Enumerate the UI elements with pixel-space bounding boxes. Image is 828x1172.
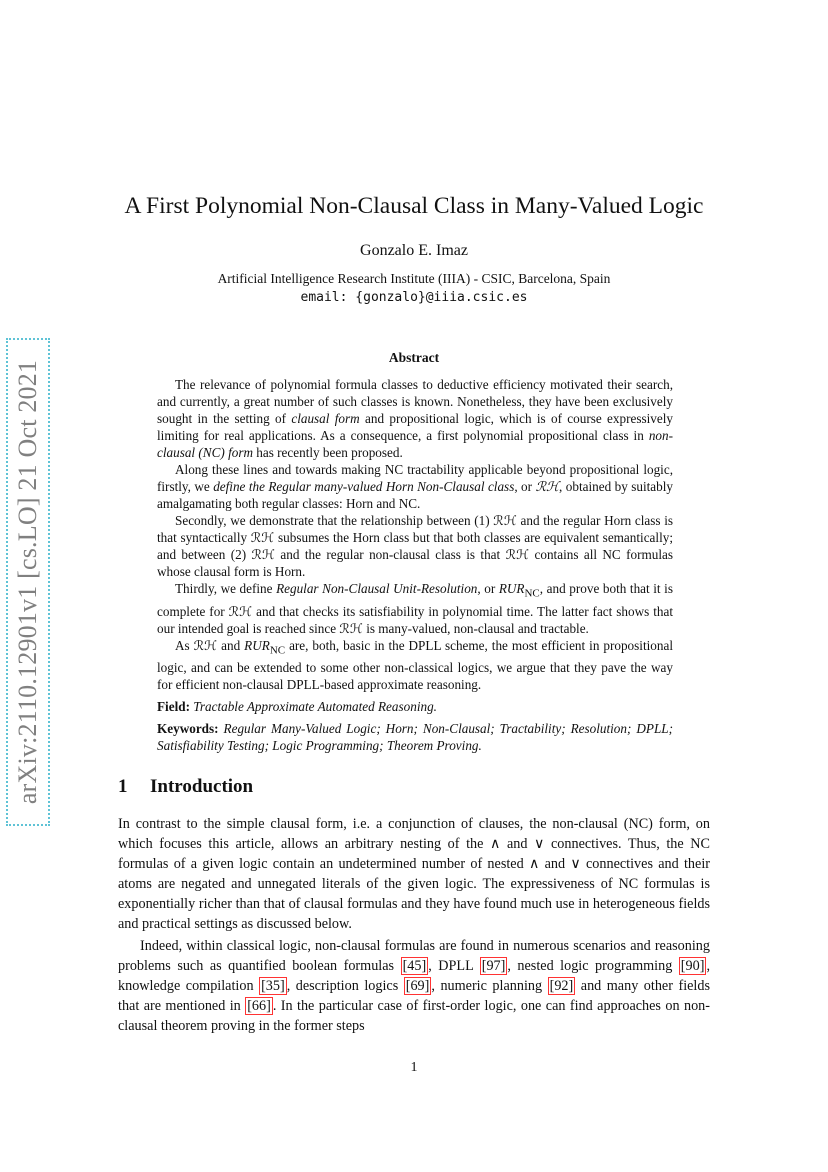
citation-link-66[interactable]: [66] [247,998,271,1014]
section-heading-introduction [118,776,253,798]
abstract-text: are, both, basic in the DPLL scheme, the most efficient in propositional logic, and can be extended to some other non-classical logics, we argue that they pave the way for efficient non-clausal DPLL-based approximate reasoning. [157,637,673,693]
abstract-text: and propositional logic, which is of course expressively limiting for real applications. As a consequence, a first polynomial propositional class in [157,411,673,443]
citation-link-97[interactable]: [97] [481,958,506,974]
intro-text: , description logics [286,978,404,994]
keywords-value: Regular Many-Valued Logic; Horn; Non-Clausal; Tractability; Resolution; DPLL; Satisfiability Testing; Logic Programming; Theorem Proving. [157,721,674,754]
abstract-math: RUR [498,581,525,596]
abstract-paragraph-4 [157,580,673,637]
abstract-text: , or [514,479,536,494]
abstract-text: Thirdly, we define [175,581,277,596]
abstract-math: RUR [244,637,270,653]
abstract-emphasis: clausal form [291,411,360,426]
citation-link-45[interactable]: [45] [402,958,427,974]
field-line [157,698,673,715]
page-number: 1 [410,1060,418,1075]
abstract-text: The relevance of polynomial formula classes to deductive efficiency motivated their search, and currently, a great number of such classes is known. Nonetheless, they have been exclusively sought in the setting of [157,377,673,426]
section-title: Introduction [150,776,254,797]
intro-text: , DPLL [428,958,480,974]
arxiv-identifier-text: arXiv:2110.12901v1 [cs.LO] 21 Oct 2021 [13,359,43,805]
abstract-emphasis: Regular Non-Clausal Unit-Resolution [276,581,478,596]
author-affiliation: Artificial Intelligence Research Institute (IIIA) - CSIC, Barcelona, Spain [217,271,611,286]
abstract-paragraph-1 [157,376,673,461]
intro-text: and many other fields that are mentioned in [118,978,710,1014]
abstract-emphasis: non-clausal (NC) form [157,428,673,460]
intro-paragraph-2 [118,936,710,1036]
citation-link-90[interactable]: [90] [680,958,705,974]
intro-text: , nested logic programming [507,958,679,974]
abstract-text: , or [477,581,499,596]
intro-text: . In the particular case of first-order logic, one can find approaches on non-clausal theorem proving in the former steps [118,998,710,1034]
intro-text: , knowledge compilation [118,958,710,994]
citation-link-69[interactable]: [69] [405,978,430,994]
field-label: Field: [157,699,190,715]
abstract-text: Along these lines and towards making NC tractability applicable beyond propositional logic, firstly, we [157,462,673,494]
arxiv-identifier-stamp[interactable] [6,338,50,826]
field-value: Tractable Approximate Automated Reasoning. [193,699,437,715]
intro-paragraph-1: In contrast to the simple clausal form, i.e. a conjunction of clauses, the non-clausal (NC) form, on which focuses this article, allows an arbitrary nesting of the ∧ and ∨ connectives. Thus, the NC formulas of a given logic contain an undetermined number of nested ∧ and ∨ connectives and their atoms are negated and unnegated literals of the given logic. The expressiveness of NC formulas is exponentially richer than that of clausal formulas and they have found much use in heterogeneous fields and practical settings as discussed below. [118,816,710,932]
abstract-math-subscript: NC [269,644,286,657]
abstract-text: As ℛℋ and [175,637,245,653]
abstract-body [157,376,673,754]
abstract-paragraph-5 [157,637,673,694]
abstract-math: ℛℋ [535,479,560,494]
citation-link-92[interactable]: [92] [549,978,574,994]
author-email: email: {gonzalo}@iiia.csic.es [300,290,528,305]
introduction-body [118,814,710,1036]
abstract-text: , and prove both that it is complete for ℛℋ and that checks its satisfiability in polynomial time. The latter fact shows that our intended goal is reached since ℛℋ is many-valued, non-clausal and tractable. [157,581,673,636]
abstract-heading: Abstract [388,350,440,365]
paper-title: A First Polynomial Non-Clausal Class in Many-Valued Logic [124,193,704,219]
intro-text: Indeed, within classical logic, non-clausal formulas are found in numerous scenarios and reasoning problems such as quantified boolean formulas [118,938,710,974]
abstract-emphasis: define the Regular many-valued Horn Non-Clausal class [213,479,515,494]
section-number: 1 [118,776,128,797]
keywords-line [157,720,673,754]
author-name: Gonzalo E. Imaz [360,242,468,259]
citation-link-35[interactable]: [35] [261,978,285,994]
abstract-text: has recently been proposed. [252,445,403,460]
keywords-label: Keywords: [157,721,219,737]
abstract-paragraph-3: Secondly, we demonstrate that the relationship between (1) ℛℋ and the regular Horn class is that syntactically ℛℋ subsumes the Horn class but that both classes are equivalent semantically; and between (2) ℛℋ and the regular non-clausal class is that ℛℋ contains all NC formulas whose clausal form is Horn. [157,513,673,579]
intro-text: , numeric planning [431,978,548,994]
abstract-math-subscript: NC [524,587,540,600]
abstract-paragraph-2 [157,461,673,512]
abstract-text: , obtained by suitably amalgamating both regular classes: Horn and NC. [157,479,673,511]
